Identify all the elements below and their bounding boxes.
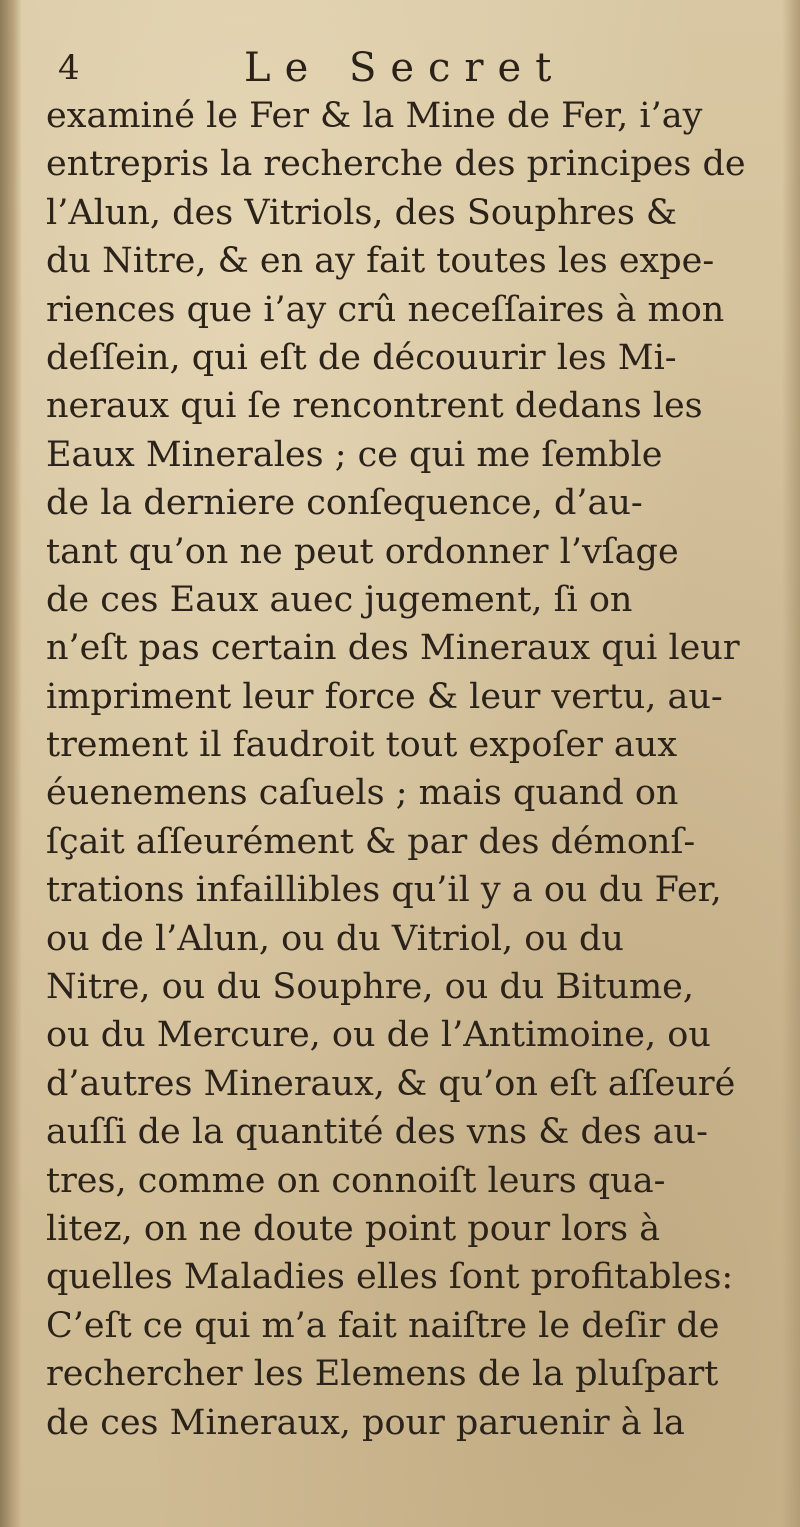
text-line: de ces Mineraux, pour paruenir à la xyxy=(46,1402,685,1443)
running-title: Le Secret xyxy=(244,45,566,91)
text-line: litez, on ne doute point pour lors à xyxy=(46,1208,661,1249)
body-text xyxy=(46,92,746,1447)
page-gutter xyxy=(0,0,22,1527)
running-head xyxy=(58,40,758,100)
text-line: trement il faudroit tout expoſer aux xyxy=(46,725,678,766)
text-line: d’autres Mineraux, & qu’on eſt aſſeuré xyxy=(46,1063,736,1104)
text-line: trations infaillibles qu’il y a ou du Fer, xyxy=(46,870,722,911)
text-line: tant qu’on ne peut ordonner l’vſage xyxy=(46,531,679,572)
text-line: riences que i’ay crû neceſſaires à mon xyxy=(46,289,725,330)
text-line: du Nitre, & en ay fait toutes les expe- xyxy=(46,241,715,282)
text-line: quelles Maladies elles ſont profitables: xyxy=(46,1257,734,1298)
text-line: éuenemens caſuels ; mais quand on xyxy=(46,773,679,814)
text-line: entrepris la recherche des principes de xyxy=(46,144,746,185)
text-line: l’Alun, des Vitriols, des Souphres & xyxy=(46,192,678,233)
text-line: examiné le Fer & la Mine de Fer, i’ay xyxy=(46,96,703,136)
text-line: impriment leur force & leur vertu, au- xyxy=(46,676,723,717)
text-line: Nitre, ou du Souphre, ou du Bitume, xyxy=(46,967,694,1008)
text-line: Eaux Minerales ; ce qui me ſemble xyxy=(46,434,663,475)
text-line: auſſi de la quantité des vns & des au- xyxy=(46,1112,708,1153)
text-line: ou de l’Alun, ou du Vitriol, ou du xyxy=(46,918,624,959)
text-line: n’eſt pas certain des Mineraux qui leur xyxy=(46,628,740,669)
text-line: ou du Mercure, ou de l’Antimoine, ou xyxy=(46,1015,711,1056)
text-line: deſſein, qui eſt de découurir les Mi- xyxy=(46,337,677,378)
text-line: neraux qui ſe rencontrent dedans les xyxy=(46,386,703,427)
text-line: C’eſt ce qui m’a fait naiſtre le deſir de xyxy=(46,1305,720,1346)
page-number: 4 xyxy=(58,48,80,88)
text-line: tres, comme on connoiſt leurs qua- xyxy=(46,1160,666,1201)
text-line: de la derniere conſequence, d’au- xyxy=(46,483,643,524)
text-line: rechercher les Elemens de la pluſpart xyxy=(46,1354,719,1395)
text-line: de ces Eaux auec jugement, ſi on xyxy=(46,579,633,620)
page-edge xyxy=(782,0,800,1527)
text-line: ſçait aſſeurément & par des démonſ- xyxy=(46,821,696,862)
